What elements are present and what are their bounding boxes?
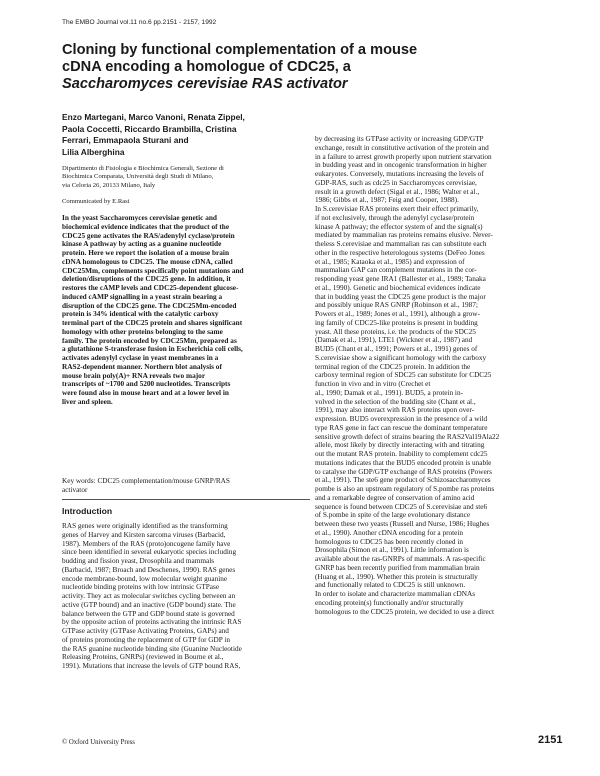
author-line: Ferrari, Emmapaola Sturani and [62,135,189,145]
title-line: cDNA encoding a homologue of CDC25, a [62,59,351,75]
body-line: homologous to CDC25 has been recently cloned in [315,537,463,546]
body-line: In S.cerevisiae RAS proteins exert their effect primarily, [315,205,479,213]
abstract-line: CDC25Mm, complements specifically point mutations and [62,266,244,275]
body-line: by decreasing its GTPase activity or increasing GDP/GTP [315,135,484,143]
body-line: allele, most likely by directly interacting with and titrating [315,441,485,450]
body-line: ing family of CDC25-like proteins is present in budding [315,318,478,327]
body-line: if not exclusively, through the adenylyl cyclase/protein [315,213,475,222]
body-line: eukaryotes. Conversely, mutations increasing the levels of [315,170,484,178]
body-line: et al., 1985; Kataoka et al., 1985) and expression of [315,257,465,266]
body-line: (Huang et al., 1990). Whether this protein is structurally [315,572,478,581]
abstract-line: liver and spleen. [62,397,113,406]
abstract-line: cDNA homologous to CDC25. The mouse cDNA, called [62,257,233,266]
body-line: the RAS guanine nucleotide binding site (Guanine Nucleotide [62,644,242,653]
body-line: to catalyse the GDP/GTP exchange of RAS proteins (Powers [315,467,492,476]
body-line: (Damak et al., 1991), LTE1 (Wickner et al., 1987) and [315,336,473,345]
body-line: between these two yeasts (Russell and Nurse, 1986; Hughes [315,520,490,528]
body-line: (Barbacid, 1987; Broach and Deschenes, 1990). RAS genes [62,565,236,574]
body-column-left [62,522,310,671]
body-line: pombe is also an upstream regulatory of S.pombe ras proteins [315,485,495,493]
body-line: encoding protein(s) functionally and/or structurally [315,598,464,607]
body-line: since been identified in several eukaryotic species including [62,548,237,557]
body-line: type RAS gene in fact can rescue the dominant temperature [315,423,488,432]
body-line: 1987). Members of the RAS (proto)oncogene family have [62,539,231,548]
abstract-line: activates adenylyl cyclase in yeast membranes in a [62,354,219,362]
affiliation-line: via Celoria 26, 20133 Milano, Italy [62,181,156,189]
body-line: expression. BUD5 overexpression in the presence of a wild [315,415,488,423]
page-number: 2151 [538,734,563,746]
abstract-line: CDC25 gene activates the RAS/adenylyl cyclase/protein [62,231,235,240]
body-line: genes of Harvey and Kirsten sarcoma viruses (Barbacid, [62,530,226,539]
body-line: that in budding yeast the CDC25 gene product is the major [315,292,486,301]
body-line: kinase A pathway; the effector system of and the signal(s) [315,222,483,231]
body-line: volved in the selection of the budding site (Chant et al., [315,397,476,406]
body-line: Drosophila (Simon et al., 1991). Little information is [315,546,469,555]
abstract-line: In the yeast Saccharomyces cerevisiae genetic and [62,214,217,222]
body-line: by the opposite action of proteins activating the intrinsic RAS [62,618,242,627]
abstract-line: deletion/disruptions of the CDC25 gene. In addition, it [62,275,231,284]
publisher-footer: © Oxford University Press [62,739,135,746]
body-line: yeast. All these proteins, i.e. the products of the SDC25 [315,327,476,336]
body-line: et al., 1990). Genetic and biochemical evidences indicate [315,283,481,292]
body-line: carboxy terminal region of SDC25 can substitute for CDC25 [315,371,492,380]
body-line: 1991). Mutations that increase the levels of GTP bound RAS, [62,662,241,670]
body-line: GNRP has been recently purified from mammalian brain [315,563,480,572]
abstract-line: protein. Here we report the isolation of a mouse brain [62,249,230,257]
body-line: RAS genes were originally identified as the transforming [62,522,228,530]
body-line: result in a growth defect (Sigal et al., 1986; Walter et al., [315,187,480,196]
body-line: in budding yeast and in oncogenic transformation in higher [315,161,487,170]
communicated-by: Communicated by E.Rasi [62,198,130,205]
body-line: In order to isolate and characterize mammalian cDNAs [315,590,476,598]
affiliation [62,165,292,190]
author-line: Enzo Martegani, Marco Vanoni, Renata Zippel, [62,112,245,122]
body-line: activity. They act as molecular switches cycling between an [62,592,236,600]
keywords-line: activator [62,485,88,494]
abstract [62,214,310,407]
body-line: nucleotide binding proteins with low intrinsic GTPase [62,583,220,592]
running-head: The EMBO Journal vol.11 no.6 pp.2151 - 2157, 1992 [62,19,217,26]
abstract-line: induced cAMP signalling in a yeast strain bearing a [62,292,223,301]
abstract-line: kinase A pathway by acting as a guanine nucleotide [62,240,222,249]
body-line: 1991), may also interact with RAS proteins upon over- [315,406,475,415]
body-line: et al., 1991). The ste6 gene product of Schizosaccharomyces [315,476,491,485]
abstract-line: biochemical evidence indicates that the product of the [62,222,230,231]
title-line: Saccharomyces cerevisiae RAS activator [62,76,348,92]
abstract-line: transcripts of ~1700 and 5200 nucleotides. Transcripts [62,380,231,389]
abstract-line: terminal part of the CDC25 protein and shares significant [62,319,243,327]
body-line: of S.pombe in spite of the large evolutionary distance [315,511,471,520]
body-line: function in vivo and in vitro (Crechet et [315,380,431,388]
body-line: and functionally related to CDC25 is still unknown. [315,581,466,590]
body-line: GTPase activity (GTPase Activating Proteins, GAPs) and [62,627,229,635]
body-line: in a failure to arrest growth properly upon nutrient starvation [315,152,492,161]
body-line: of proteins promoting the replacement of GTP for GDP in [62,635,230,644]
body-line: budding and fission yeast, Drosophila and mammals [62,557,215,565]
body-line: theless S.cerevisiae and mammalian ras can substitute each [315,240,487,248]
body-line: out the mutant RAS protein. Inability to complement cdc25 [315,450,488,458]
body-line: 1986; Gibbs et al., 1987; Feig and Cooper, 1988). [315,196,459,205]
abstract-line: restores the cAMP levels and CDC25-dependent glucose- [62,284,239,292]
body-line: available about the ras-GNRPs of mammals. A ras-specific [315,555,486,563]
body-line: and a remarkable degree of conservation of amino acid [315,493,475,502]
keywords-line: Key words: CDC25 complementation/mouse GNRP/RAS [62,477,230,485]
body-line: GDP-RAS, such as cdc25 in Saccharomyces cerevisiae, [315,178,477,187]
keywords [62,477,310,495]
abstract-line: a glutathione S-transferase fusion in Escherichia coli cells, [62,345,243,354]
body-line: al., 1990; Damak et al., 1991). BUD5, a protein in- [315,388,463,397]
abstract-line: were found also in mouse heart and at a lower level in [62,389,229,397]
body-line: exchange, result in constitutive activation of the protein and [315,143,489,152]
abstract-line: RAS2-dependent manner. Northern blot analysis of [62,362,222,371]
body-line: et al., 1990). Another cDNA encoding for a protein [315,528,463,537]
body-line: mammalian GAP can complement mutations in the cor- [315,266,477,275]
abstract-line: mouse brain poly(A)+ RNA reveals two major [62,371,206,380]
body-line: other in the respective heterologous systems (DeFeo Jones [315,248,485,257]
body-line: responding yeast gene IRA1 (Ballester et al., 1989; Tanaka [315,275,486,283]
author-line: Lilia Alberghina [62,146,125,157]
affiliation-line: Biochimica Comparata, Università degli Studi di Milano, [62,173,214,181]
abstract-line: disruption of the CDC25 gene. The CDC25Mm-encoded [62,301,237,310]
body-line: encode membrane-bound, low molecular weight guanine [62,574,228,583]
affiliation-line: Dipartimento di Fisiologia e Biochimica Generali, Sezione di [62,165,224,172]
body-line: active (GTP bound) and an inactive (GDP bound) state. The [62,600,236,609]
body-line: S.cerevisiae show a significant homology with the carboxy [315,353,487,362]
body-line: Releasing Proteins, GNRPs) (reviewed in Bourne et al., [62,653,224,662]
body-line: mutations indicates that the BUD5 encoded protein is unable [315,458,492,467]
body-line: and possibly unique RAS GNRP (Robinson et al., 1987; [315,301,478,310]
section-heading-introduction: Introduction [62,506,113,516]
body-column-right [315,135,563,616]
author-line: Paola Coccetti, Riccardo Brambilla, Cristina [62,123,237,134]
body-line: balance between the GTP and GDP bound state is governed [62,609,235,618]
body-line: BUD5 (Chant et al., 1991; Powers et al., 1991) genes of [315,345,478,353]
section-divider [62,499,310,500]
abstract-line: homology with other proteins belonging to the same [62,327,223,336]
abstract-line: protein is 34% identical with the catalytic carboxy [62,310,219,319]
body-line: homologous to the CDC25 protein, we decided to use a direct [315,607,494,616]
body-line: sensitive growth defect of strains bearing the RAS2Val19Ala22 [315,432,500,441]
abstract-line: family. The protein encoded by CDC25Mm, prepared as [62,336,237,345]
body-line: Powers et al., 1989; Jones et al., 1991), although a grow- [315,310,480,318]
body-line: mediated by mammalian ras proteins remains elusive. Never- [315,231,493,240]
author-list [62,112,312,158]
body-line: terminal region of the CDC25 protein. In addition the [315,362,471,371]
article-title [62,42,418,93]
title-line: Cloning by functional complementation of a mouse [62,42,418,58]
body-line: sequence is found between CDC25 of S.cerevisiae and ste6 [315,502,488,511]
